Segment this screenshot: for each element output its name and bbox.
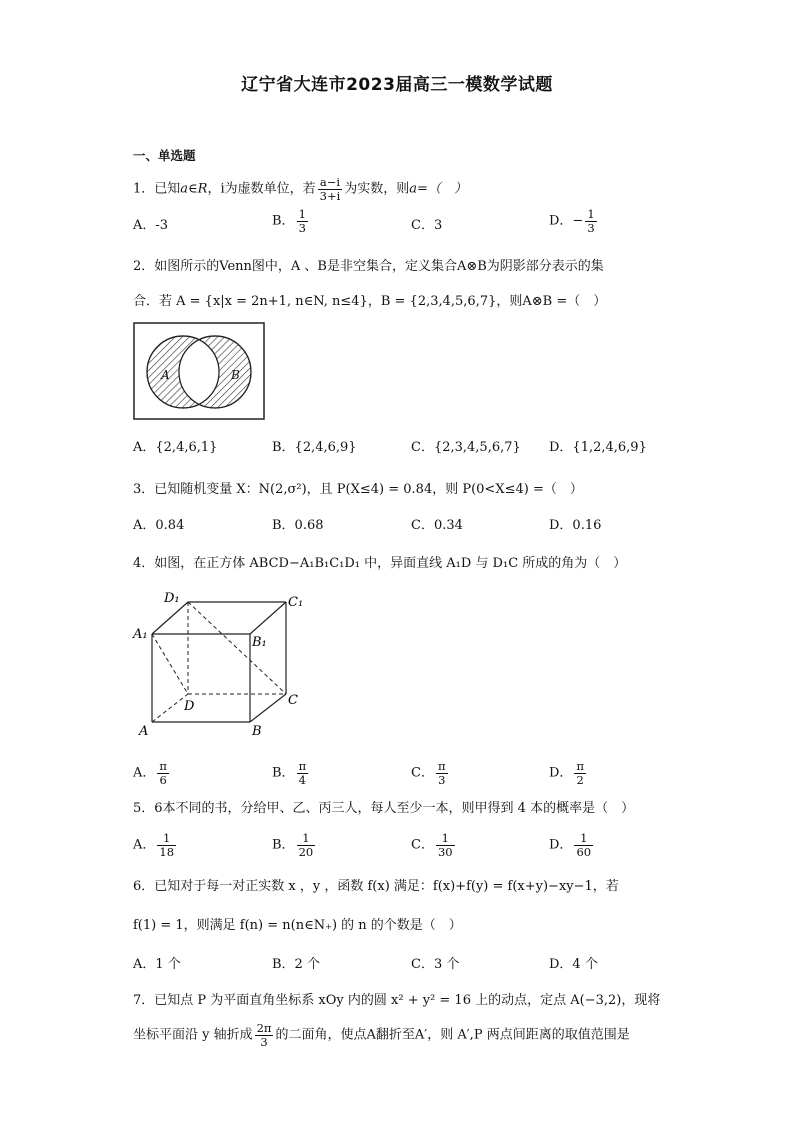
question-6-line-2: f(1) = 1，则满足 f(n) = n(n∈N₊) 的 n 的个数是（ ）: [133, 918, 462, 933]
q1-option-a[interactable]: A．-3: [133, 218, 169, 233]
question-1: [133, 176, 467, 202]
q1-option-d[interactable]: D．− $\frac{1}{3}$: [549, 207, 595, 235]
q4-option-b[interactable]: B． $\frac{\pi}{4}$: [272, 759, 307, 787]
cube-label-d: D: [184, 699, 195, 714]
q4-options: [133, 759, 693, 787]
cube-label-d1: D₁: [164, 591, 180, 606]
cube-label-b1: B₁: [252, 635, 267, 650]
venn-label-b: B: [231, 368, 240, 382]
q4-option-c[interactable]: C． $\frac{\pi}{3}$: [411, 759, 446, 787]
question-4: 4．如图，在正方体 ABCD−A₁B₁C₁D₁ 中，异面直线 A₁D 与 D₁C 所成的角为（ ）: [133, 556, 627, 571]
question-6-line-1: 6．已知对于每一对正实数 x ，y ，函数 f(x) 满足：f(x)+f(y) = f(x+y)−xy−1，若: [133, 879, 619, 894]
q3-option-c[interactable]: C．0.34: [411, 518, 463, 533]
q1-condition: a∈R: [180, 181, 208, 197]
venn-diagram: [133, 322, 265, 420]
q1-option-c[interactable]: C．3: [411, 218, 443, 233]
q4-option-d[interactable]: D． $\frac{\pi}{2}$: [549, 759, 584, 787]
question-2-line-1: 2．如图所示的Venn图中，A 、B是非空集合，定义集合A⊗B为阴影部分表示的集: [133, 259, 604, 274]
q6-option-c[interactable]: C．3 个: [411, 957, 460, 972]
q6-options: [133, 953, 693, 977]
q1-ask: a=（ ）: [409, 181, 467, 197]
venn-label-a: A: [161, 368, 170, 382]
q3-option-b[interactable]: B．0.68: [272, 518, 324, 533]
q6-option-b[interactable]: B．2 个: [272, 957, 320, 972]
q3-option-a[interactable]: A．0.84: [133, 518, 185, 533]
q3-option-d[interactable]: D．0.16: [549, 518, 602, 533]
cube-label-c1: C₁: [288, 595, 304, 610]
question-2-line-2: 合．若 A = {x|x = 2n+1, n∈N, n≤4}，B = {2,3,4,5,6,7}，则A⊗B =（ ）: [133, 294, 607, 309]
cube-label-c: C: [288, 693, 298, 708]
q1-option-b[interactable]: B． $\frac{1}{3}$: [272, 207, 306, 235]
q5-option-a[interactable]: A． $\frac{1}{18}$: [133, 831, 175, 859]
q1-post: 为实数，则: [344, 181, 410, 197]
section-heading: 一、单选题: [133, 148, 196, 163]
q2-option-c[interactable]: C．{2,3,4,5,6,7}: [411, 440, 521, 455]
q7-fraction: $\frac{2\pi}{3}$: [256, 1021, 272, 1049]
q2-option-d[interactable]: D．{1,2,4,6,9}: [549, 440, 647, 455]
question-7-line-2: 坐标平面沿 y 轴折成 $\frac{2\pi}{3}$ 的二面角，使点A翻折至A′，则 A′,P 两点间距离的取值范围是: [133, 1021, 630, 1049]
q5-option-b[interactable]: B． $\frac{1}{20}$: [272, 831, 314, 859]
question-3: 3．已知随机变量 X：N(2,σ²)，且 P(X≤4) = 0.84，则 P(0<X≤4) =（ ）: [133, 482, 583, 497]
q1-mid: ，i为虚数单位，若: [207, 181, 316, 197]
cube-diagram: [130, 588, 310, 738]
q5-option-d[interactable]: D． $\frac{1}{60}$: [549, 831, 592, 859]
q6-option-a[interactable]: A．1 个: [133, 957, 181, 972]
q1-options: [133, 207, 693, 238]
q6-option-d[interactable]: D．4 个: [549, 957, 598, 972]
q3-options: [133, 514, 693, 538]
cube-label-b: B: [252, 724, 262, 738]
q2-option-a[interactable]: A．{2,4,6,1}: [133, 440, 218, 455]
page-title: 辽宁省大连市2023届高三一模数学试题: [241, 75, 553, 95]
q2-option-b[interactable]: B．{2,4,6,9}: [272, 440, 357, 455]
q5-option-c[interactable]: C． $\frac{1}{30}$: [411, 831, 453, 859]
q5-options: [133, 831, 693, 859]
cube-label-a1: A₁: [133, 627, 148, 642]
q2-options: [133, 436, 693, 460]
question-7-line-1: 7．已知点 P 为平面直角坐标系 xOy 内的圆 x² + y² = 16 上的动点，定点 A(−3,2)，现将: [133, 993, 661, 1008]
q4-option-a[interactable]: A． $\frac{\pi}{6}$: [133, 759, 167, 787]
cube-label-a: A: [139, 724, 149, 738]
q1-fraction: $\frac{a-i}{3+i}$: [319, 175, 341, 203]
q1-pre: 1．已知: [133, 181, 181, 197]
question-5: 5．6本不同的书，分给甲、乙、丙三人，每人至少一本，则甲得到 4 本的概率是（ ）: [133, 801, 635, 816]
